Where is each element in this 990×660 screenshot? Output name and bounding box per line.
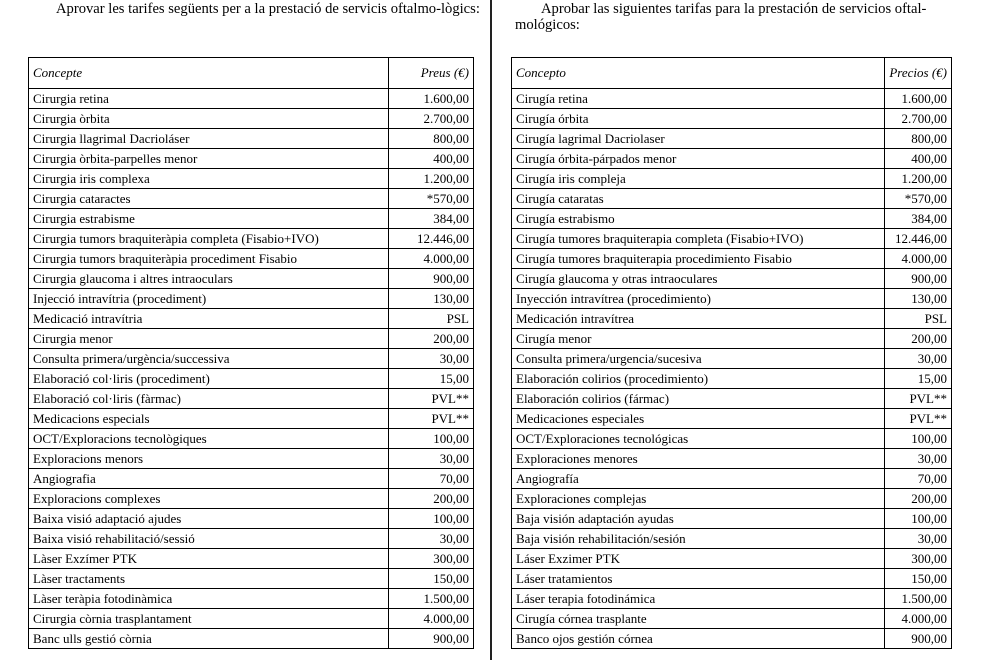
- concept-cell: Medicaciones especiales: [512, 409, 885, 429]
- table-row: [29, 629, 474, 649]
- price-cell: 15,00: [885, 369, 952, 389]
- concept-cell: Cirugía menor: [512, 329, 885, 349]
- concept-cell: Cirurgia cataractes: [29, 189, 389, 209]
- table-row: [512, 149, 952, 169]
- concept-cell: Medicacions especials: [29, 409, 389, 429]
- price-cell: PVL**: [885, 389, 952, 409]
- price-cell: PVL**: [885, 409, 952, 429]
- table-row: [512, 489, 952, 509]
- price-cell: PSL: [885, 309, 952, 329]
- table-row: [512, 109, 952, 129]
- table-row: [29, 149, 474, 169]
- table-row: [512, 269, 952, 289]
- price-cell: 1.600,00: [389, 89, 474, 109]
- table-row: [512, 349, 952, 369]
- table-row: [512, 309, 952, 329]
- table-row: [512, 469, 952, 489]
- table-row: [512, 569, 952, 589]
- price-cell: 200,00: [885, 489, 952, 509]
- table-row: [512, 449, 952, 469]
- concept-cell: Medicación intravítrea: [512, 309, 885, 329]
- price-cell: 384,00: [885, 209, 952, 229]
- table-row: [29, 269, 474, 289]
- price-cell: 30,00: [389, 349, 474, 369]
- table-row: [29, 569, 474, 589]
- table-row: [512, 429, 952, 449]
- price-cell: 2.700,00: [389, 109, 474, 129]
- concept-cell: Cirugía órbita-párpados menor: [512, 149, 885, 169]
- table-row: [29, 329, 474, 349]
- table-row: [29, 369, 474, 389]
- concept-cell: Cirurgia tumors braquiteràpia completa (Fisabio+IVO): [29, 229, 389, 249]
- price-cell: 4.000,00: [885, 609, 952, 629]
- concept-cell: Consulta primera/urgència/successiva: [29, 349, 389, 369]
- price-column-header: Preus (€): [389, 58, 474, 89]
- concept-cell: Cirurgia òrbita: [29, 109, 389, 129]
- price-cell: 1.500,00: [389, 589, 474, 609]
- price-cell: 30,00: [389, 529, 474, 549]
- table-row: [29, 429, 474, 449]
- concept-cell: Cirurgia llagrimal Dacrioláser: [29, 129, 389, 149]
- concept-cell: Cirugía iris compleja: [512, 169, 885, 189]
- table-row: [512, 529, 952, 549]
- concept-cell: Cirurgia estrabisme: [29, 209, 389, 229]
- table-row: [512, 589, 952, 609]
- table-row: [512, 509, 952, 529]
- concept-cell: Elaboració col·liris (procediment): [29, 369, 389, 389]
- table-row: [29, 489, 474, 509]
- table-row: [29, 609, 474, 629]
- table-row: [29, 509, 474, 529]
- price-cell: *570,00: [389, 189, 474, 209]
- price-cell: 300,00: [885, 549, 952, 569]
- price-cell: 1.200,00: [389, 169, 474, 189]
- price-cell: 900,00: [389, 629, 474, 649]
- table-row: [512, 629, 952, 649]
- price-cell: 200,00: [389, 329, 474, 349]
- table-row: [29, 229, 474, 249]
- price-cell: 400,00: [389, 149, 474, 169]
- concept-cell: Baixa visió rehabilitació/sessió: [29, 529, 389, 549]
- price-cell: 200,00: [389, 489, 474, 509]
- price-cell: 2.700,00: [885, 109, 952, 129]
- table-row: [29, 589, 474, 609]
- table-row: [512, 609, 952, 629]
- price-column-header: Precios (€): [885, 58, 952, 89]
- concept-cell: Cirugía estrabismo: [512, 209, 885, 229]
- concept-cell: Làser teràpia fotodinàmica: [29, 589, 389, 609]
- price-cell: 800,00: [885, 129, 952, 149]
- table-row: [29, 129, 474, 149]
- concept-cell: Láser tratamientos: [512, 569, 885, 589]
- price-cell: 800,00: [389, 129, 474, 149]
- table-row: [512, 229, 952, 249]
- concept-cell: Làser tractaments: [29, 569, 389, 589]
- table-row: [512, 209, 952, 229]
- table-row: [512, 89, 952, 109]
- table-row: [29, 109, 474, 129]
- table-row: [29, 309, 474, 329]
- price-cell: 30,00: [885, 529, 952, 549]
- concept-cell: Elaboració col·liris (fàrmac): [29, 389, 389, 409]
- price-cell: 100,00: [389, 429, 474, 449]
- table-row: [29, 289, 474, 309]
- concept-cell: Cirurgia retina: [29, 89, 389, 109]
- concept-cell: Banco ojos gestión córnea: [512, 629, 885, 649]
- spanish-table-body: [512, 89, 952, 649]
- table-row: [512, 409, 952, 429]
- price-cell: 150,00: [389, 569, 474, 589]
- table-row: [512, 549, 952, 569]
- price-cell: PSL: [389, 309, 474, 329]
- concept-cell: Baja visión rehabilitación/sesión: [512, 529, 885, 549]
- price-cell: 30,00: [885, 349, 952, 369]
- concept-cell: Consulta primera/urgencia/sucesiva: [512, 349, 885, 369]
- table-row: [29, 209, 474, 229]
- price-cell: 12.446,00: [885, 229, 952, 249]
- concept-cell: Láser Exzimer PTK: [512, 549, 885, 569]
- concept-cell: Cirurgia tumors braquiteràpia procediment Fisabio: [29, 249, 389, 269]
- table-row: [512, 249, 952, 269]
- concept-cell: Medicació intravítria: [29, 309, 389, 329]
- table-row: [512, 369, 952, 389]
- spanish-intro-paragraph: Aprobar las siguientes tarifas para la prestación de servicios oftal-mológicos:: [515, 1, 927, 33]
- concept-cell: Exploracions menors: [29, 449, 389, 469]
- price-cell: 30,00: [885, 449, 952, 469]
- concept-cell: Angiografia: [29, 469, 389, 489]
- table-row: [512, 389, 952, 409]
- price-cell: 70,00: [389, 469, 474, 489]
- price-cell: PVL**: [389, 409, 474, 429]
- concept-cell: Baixa visió adaptació ajudes: [29, 509, 389, 529]
- column-divider: [490, 0, 492, 660]
- concept-cell: Injecció intravítria (procediment): [29, 289, 389, 309]
- table-row: [512, 289, 952, 309]
- concept-cell: Inyección intravítrea (procedimiento): [512, 289, 885, 309]
- table-row: [29, 349, 474, 369]
- table-row: [29, 189, 474, 209]
- concept-cell: Exploraciones complejas: [512, 489, 885, 509]
- table-header-row: [512, 58, 952, 89]
- price-cell: 15,00: [389, 369, 474, 389]
- price-cell: 12.446,00: [389, 229, 474, 249]
- concept-column-header: Concepte: [29, 58, 389, 89]
- catalan-intro-paragraph: Aprovar les tarifes següents per a la prestació de servicis oftalmo-lògics:: [56, 1, 480, 17]
- concept-cell: Cirugía glaucoma y otras intraoculares: [512, 269, 885, 289]
- concept-cell: Cirugía órbita: [512, 109, 885, 129]
- concept-cell: Cirurgia glaucoma i altres intraoculars: [29, 269, 389, 289]
- price-cell: 1.200,00: [885, 169, 952, 189]
- concept-cell: Banc ulls gestió còrnia: [29, 629, 389, 649]
- table-row: [512, 329, 952, 349]
- price-cell: 1.600,00: [885, 89, 952, 109]
- price-cell: 70,00: [885, 469, 952, 489]
- table-row: [29, 89, 474, 109]
- table-row: [29, 549, 474, 569]
- concept-cell: Láser terapia fotodinámica: [512, 589, 885, 609]
- price-cell: 100,00: [885, 429, 952, 449]
- price-cell: 4.000,00: [389, 609, 474, 629]
- price-cell: 900,00: [389, 269, 474, 289]
- price-cell: 4.000,00: [389, 249, 474, 269]
- table-row: [29, 529, 474, 549]
- spanish-column: [494, 0, 990, 660]
- table-row: [512, 189, 952, 209]
- price-cell: 384,00: [389, 209, 474, 229]
- concept-cell: Làser Exzímer PTK: [29, 549, 389, 569]
- table-row: [512, 169, 952, 189]
- concept-cell: OCT/Exploraciones tecnológicas: [512, 429, 885, 449]
- table-row: [29, 249, 474, 269]
- price-cell: 100,00: [389, 509, 474, 529]
- table-row: [29, 449, 474, 469]
- concept-cell: Exploracions complexes: [29, 489, 389, 509]
- concept-cell: Elaboración colirios (fármac): [512, 389, 885, 409]
- concept-cell: Cirugía cataratas: [512, 189, 885, 209]
- price-cell: 200,00: [885, 329, 952, 349]
- price-cell: 300,00: [389, 549, 474, 569]
- concept-cell: Cirurgia iris complexa: [29, 169, 389, 189]
- concept-cell: Baja visión adaptación ayudas: [512, 509, 885, 529]
- price-cell: 150,00: [885, 569, 952, 589]
- price-cell: 30,00: [389, 449, 474, 469]
- table-row: [29, 469, 474, 489]
- concept-cell: Cirugía tumores braquiterapia completa (Fisabio+IVO): [512, 229, 885, 249]
- catalan-fees-table: [28, 57, 474, 649]
- concept-cell: OCT/Exploracions tecnològiques: [29, 429, 389, 449]
- concept-column-header: Concepto: [512, 58, 885, 89]
- catalan-column: [0, 0, 490, 660]
- table-row: [29, 389, 474, 409]
- price-cell: PVL**: [389, 389, 474, 409]
- concept-cell: Cirurgia òrbita-parpelles menor: [29, 149, 389, 169]
- spanish-fees-table: [511, 57, 952, 649]
- table-row: [512, 129, 952, 149]
- concept-cell: Cirugía tumores braquiterapia procedimiento Fisabio: [512, 249, 885, 269]
- price-cell: 400,00: [885, 149, 952, 169]
- price-cell: 900,00: [885, 269, 952, 289]
- concept-cell: Exploraciones menores: [512, 449, 885, 469]
- price-cell: 900,00: [885, 629, 952, 649]
- table-row: [29, 409, 474, 429]
- concept-cell: Elaboración colirios (procedimiento): [512, 369, 885, 389]
- concept-cell: Cirurgia menor: [29, 329, 389, 349]
- catalan-table-body: [29, 89, 474, 649]
- price-cell: 130,00: [885, 289, 952, 309]
- concept-cell: Cirurgia còrnia trasplantament: [29, 609, 389, 629]
- table-header-row: [29, 58, 474, 89]
- concept-cell: Cirugía córnea trasplante: [512, 609, 885, 629]
- price-cell: 1.500,00: [885, 589, 952, 609]
- price-cell: 100,00: [885, 509, 952, 529]
- price-cell: 130,00: [389, 289, 474, 309]
- concept-cell: Cirugía retina: [512, 89, 885, 109]
- price-cell: 4.000,00: [885, 249, 952, 269]
- price-cell: *570,00: [885, 189, 952, 209]
- table-row: [29, 169, 474, 189]
- concept-cell: Angiografía: [512, 469, 885, 489]
- concept-cell: Cirugía lagrimal Dacriolaser: [512, 129, 885, 149]
